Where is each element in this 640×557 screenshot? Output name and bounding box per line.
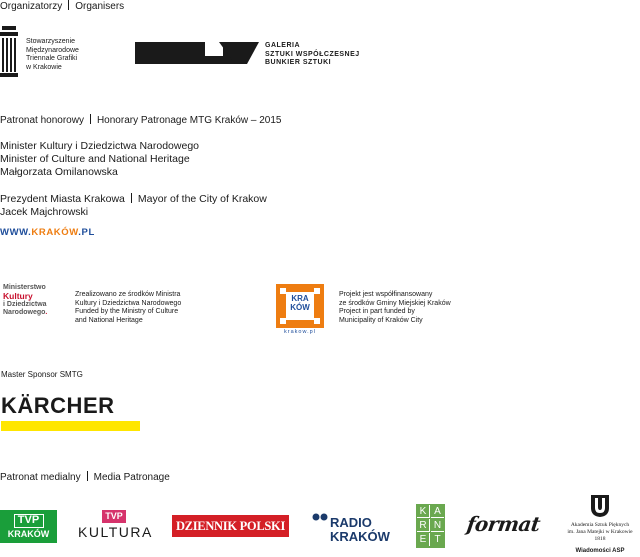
- separator: [68, 0, 69, 10]
- tvp-krakow-logo[interactable]: TVP KRAKÓW: [0, 510, 57, 543]
- dziennik-polski-logo[interactable]: DZIENNIK POLSKI: [172, 515, 289, 537]
- ministry-logo: Ministerstwo Kultury i Dziedzictwa Narodowego.: [3, 284, 48, 316]
- tvp-kultura-logo[interactable]: TVP KULTURA: [78, 511, 153, 540]
- krakow-logo-letters: KRA KÓW: [290, 294, 310, 312]
- smtg-logo: [0, 26, 90, 78]
- smtg-logo-text: Stowarzyszenie Międzynarodowe Triennale Grafiki w Krakowie: [26, 38, 79, 71]
- bunkier-logo: [135, 42, 365, 64]
- separator: [131, 193, 132, 203]
- asp-logo[interactable]: [560, 494, 640, 557]
- krakow-city-logo: [276, 284, 324, 336]
- separator: [87, 471, 88, 481]
- organisers-label-en: Organisers: [75, 1, 125, 12]
- organisers-label-pl: Organizatorzy: [0, 1, 63, 12]
- format-logo[interactable]: format: [465, 512, 542, 536]
- krakow-url-logo[interactable]: WWW.KRAKÓW.PL: [0, 227, 95, 238]
- minister-block: Minister Kultury i Dziedzictwa Narodowego Minister of Culture and National Heritage Małgorzata Omilanowska: [0, 140, 199, 178]
- karcher-yellow-bar: [1, 421, 140, 431]
- radio-quote-icon: [312, 512, 330, 522]
- media-heading: Patronat medialny Media Patronage: [0, 472, 170, 483]
- bunkier-logo-text: GALERIA SZTUKI WSPÓŁCZESNEJ BUNKIER SZTUKI: [265, 42, 360, 66]
- karnet-logo[interactable]: K A R N E T: [416, 504, 445, 548]
- karcher-wordmark: KÄRCHER: [1, 393, 115, 418]
- honorary-heading: Patronat honorowy Honorary Patronage MTG Kraków – 2015: [0, 115, 282, 126]
- asp-text: Akademia Sztuk Pięknych im. Jana Matejki w Krakowie 1818: [567, 522, 633, 542]
- sponsor-label: Master Sponsor SMTG: [1, 370, 83, 379]
- krakow-logo-url: krakow.pl: [284, 329, 316, 335]
- separator: [90, 114, 91, 124]
- asp-shield-icon: [590, 494, 610, 518]
- karcher-logo[interactable]: [1, 394, 140, 432]
- organisers-heading: [0, 0, 124, 13]
- ministry-dot-icon: .: [45, 309, 48, 316]
- bunkier-mark-icon: [135, 42, 259, 64]
- radio-krakow-logo[interactable]: RADIO KRAKÓW: [312, 510, 394, 544]
- ministry-funding-text: Zrealizowano ze środków Ministra Kultury i Dziedzictwa Narodowego Funded by the Ministry of Culture and National Heritage: [75, 291, 182, 324]
- asp-caption: Wiadomości ASP: [575, 548, 625, 554]
- city-funding-text: Projekt jest współfinansowany ze środków Gminy Miejskiej Kraków Project in part funded by Municipality of Kraków City: [339, 291, 451, 324]
- smtg-emblem-icon: [0, 26, 22, 78]
- mayor-block: Prezydent Miasta Krakowa Mayor of the City of Krakow Jacek Majchrowski: [0, 193, 267, 218]
